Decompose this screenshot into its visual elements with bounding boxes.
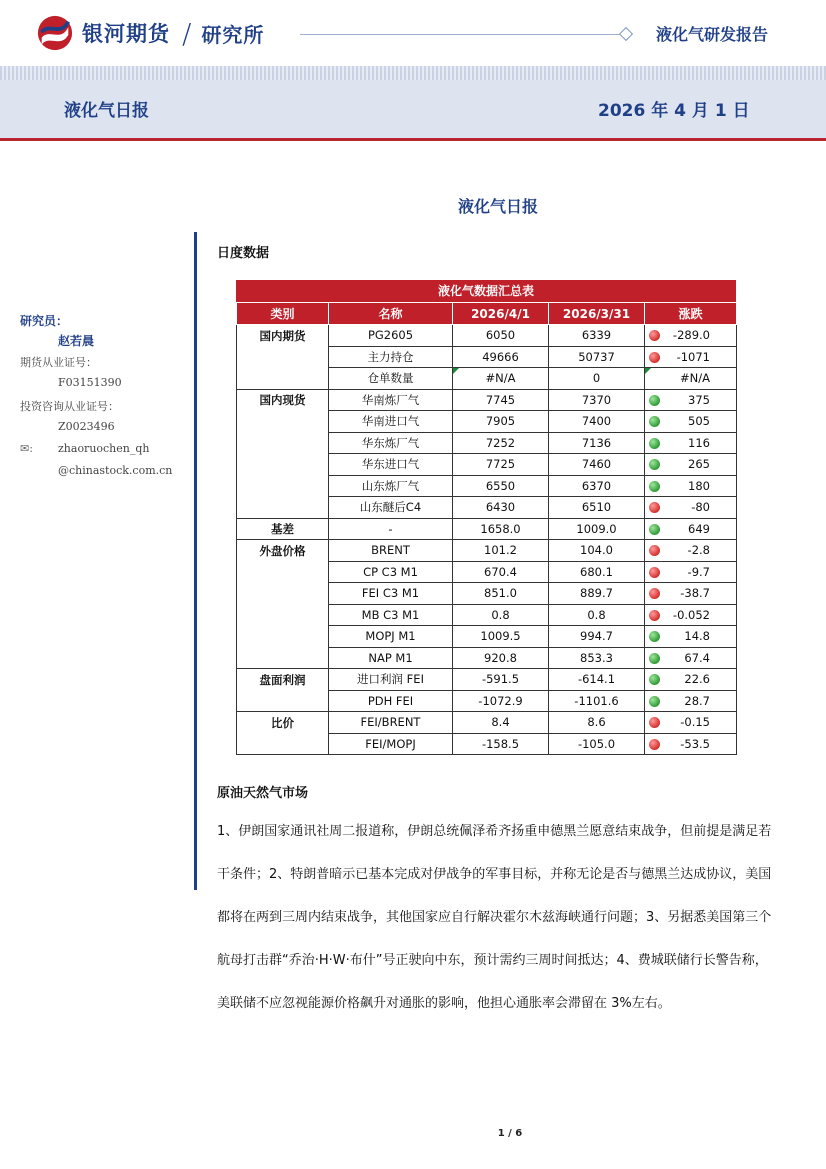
page-header bbox=[0, 0, 826, 66]
header-category: 类别 bbox=[237, 303, 329, 325]
cell-value-date2-text: 7400 bbox=[581, 414, 612, 429]
cell-change-text: 265 bbox=[688, 457, 710, 472]
cell-value-date2-text: 104.0 bbox=[580, 543, 613, 558]
down-indicator-icon bbox=[649, 610, 660, 621]
invest-cert-label: 投资咨询从业证号： bbox=[20, 400, 119, 413]
table-row bbox=[237, 497, 737, 519]
cell-change bbox=[645, 411, 737, 433]
header-divider-line bbox=[300, 34, 625, 35]
cell-value-date1 bbox=[453, 583, 549, 605]
up-indicator-icon bbox=[649, 524, 660, 535]
cell-value-date1 bbox=[453, 540, 549, 562]
cell-value-date2-text: -1101.6 bbox=[574, 693, 619, 708]
cell-category-text: 国内期货 bbox=[259, 328, 306, 343]
company-name: 银河期货 bbox=[82, 22, 170, 46]
cell-name-text: BRENT bbox=[371, 543, 410, 558]
cell-name-text: MB C3 M1 bbox=[361, 607, 420, 622]
table-row bbox=[237, 454, 737, 476]
cell-category bbox=[237, 454, 329, 476]
cell-value-date2-text: 6510 bbox=[581, 500, 612, 515]
cell-value-date1 bbox=[453, 647, 549, 669]
cell-change bbox=[645, 475, 737, 497]
table-row bbox=[237, 346, 737, 368]
cell-category-text: 外盘价格 bbox=[259, 543, 306, 558]
cell-value-date1 bbox=[453, 626, 549, 648]
cell-value-date1-text: 920.8 bbox=[484, 650, 517, 665]
cell-value-date2 bbox=[549, 518, 645, 540]
cell-value-date2 bbox=[549, 325, 645, 347]
table-row bbox=[237, 669, 737, 691]
cell-name-text: FEI/MOPJ bbox=[365, 736, 416, 751]
cell-value-date2 bbox=[549, 669, 645, 691]
cell-name-text: CP C3 M1 bbox=[363, 564, 418, 579]
cell-value-date1-text: 1658.0 bbox=[480, 521, 521, 536]
cell-category bbox=[237, 325, 329, 347]
cell-change-text: 14.8 bbox=[684, 629, 710, 644]
cell-value-date2 bbox=[549, 475, 645, 497]
cell-value-date2-text: 7136 bbox=[581, 435, 612, 450]
cell-value-date2 bbox=[549, 626, 645, 648]
cell-name-text: 华东进口气 bbox=[361, 457, 420, 472]
cell-category bbox=[237, 368, 329, 390]
table-body bbox=[237, 325, 737, 755]
cell-name bbox=[329, 346, 453, 368]
cell-change bbox=[645, 454, 737, 476]
cell-value-date1-text: 7725 bbox=[485, 457, 516, 472]
cell-value-date2 bbox=[549, 454, 645, 476]
cell-category bbox=[237, 475, 329, 497]
cell-name-text: 主力持仓 bbox=[367, 349, 414, 364]
cell-name-text: 华南进口气 bbox=[361, 414, 420, 429]
cell-change-text: 649 bbox=[688, 521, 710, 536]
cell-change-text: -9.7 bbox=[687, 564, 710, 579]
cell-value-date1 bbox=[453, 518, 549, 540]
researcher-name: 赵若晨 bbox=[58, 334, 95, 348]
cell-change bbox=[645, 561, 737, 583]
table-row bbox=[237, 561, 737, 583]
department-name: 研究所 bbox=[201, 22, 265, 47]
cell-change-text: 28.7 bbox=[684, 693, 710, 708]
up-indicator-icon bbox=[649, 481, 660, 492]
cell-name bbox=[329, 690, 453, 712]
up-indicator-icon bbox=[649, 631, 660, 642]
cell-value-date2-text: 0 bbox=[592, 371, 601, 386]
cell-value-date2 bbox=[549, 583, 645, 605]
cell-value-date1 bbox=[453, 411, 549, 433]
table-row bbox=[237, 583, 737, 605]
diamond-icon bbox=[619, 27, 633, 41]
cell-name bbox=[329, 561, 453, 583]
down-indicator-icon bbox=[649, 739, 660, 750]
logo-icon bbox=[36, 14, 74, 52]
cell-name-text: MOPJ M1 bbox=[365, 629, 416, 644]
cell-change bbox=[645, 325, 737, 347]
down-indicator-icon bbox=[649, 352, 660, 363]
error-flag-icon bbox=[453, 368, 459, 374]
cell-change-text: #N/A bbox=[680, 371, 710, 386]
cell-value-date1 bbox=[453, 432, 549, 454]
cell-name-text: - bbox=[388, 521, 393, 536]
cell-value-date2 bbox=[549, 346, 645, 368]
cell-value-date2 bbox=[549, 647, 645, 669]
cell-category bbox=[237, 647, 329, 669]
cell-name bbox=[329, 432, 453, 454]
page-number: 1 / 6 bbox=[497, 1128, 523, 1139]
cell-value-date2 bbox=[549, 540, 645, 562]
cell-value-date1 bbox=[453, 497, 549, 519]
header-stripe bbox=[0, 66, 826, 80]
cell-value-date2 bbox=[549, 411, 645, 433]
cell-value-date2-text: 680.1 bbox=[580, 564, 613, 579]
down-indicator-icon bbox=[649, 588, 660, 599]
cell-name bbox=[329, 368, 453, 390]
table-row bbox=[237, 604, 737, 626]
futures-cert-label: 期货从业证号： bbox=[20, 356, 97, 369]
cell-value-date2-text: 0.8 bbox=[587, 607, 606, 622]
cell-value-date2 bbox=[549, 712, 645, 734]
cell-name bbox=[329, 647, 453, 669]
error-flag-icon bbox=[645, 368, 651, 374]
cell-value-date1-text: 7252 bbox=[485, 435, 516, 450]
cell-value-date2 bbox=[549, 604, 645, 626]
futures-cert: F03151390 bbox=[58, 376, 122, 389]
table-row bbox=[237, 411, 737, 433]
mail-icon: ✉: bbox=[20, 442, 33, 455]
cell-name-text: NAP M1 bbox=[368, 650, 413, 665]
cell-category bbox=[237, 733, 329, 755]
up-indicator-icon bbox=[649, 653, 660, 664]
cell-category bbox=[237, 497, 329, 519]
cell-category bbox=[237, 540, 329, 562]
cell-change-text: -80 bbox=[691, 500, 710, 515]
cell-change bbox=[645, 368, 737, 390]
cell-value-date2-text: 994.7 bbox=[580, 629, 613, 644]
table-row bbox=[237, 647, 737, 669]
researcher-label: 研究员： bbox=[20, 314, 69, 328]
cell-value-date2-text: 853.3 bbox=[580, 650, 613, 665]
cell-name bbox=[329, 389, 453, 411]
cell-change-text: -53.5 bbox=[680, 736, 710, 751]
cell-change-text: -0.052 bbox=[672, 607, 710, 622]
table-row bbox=[237, 540, 737, 562]
cell-name-text: FEI C3 M1 bbox=[361, 586, 420, 601]
cell-change bbox=[645, 604, 737, 626]
down-indicator-icon bbox=[649, 545, 660, 556]
cell-change bbox=[645, 346, 737, 368]
header-date2: 2026/3/31 bbox=[549, 303, 645, 325]
cell-name-text: FEI/BRENT bbox=[360, 715, 421, 730]
cell-value-date2 bbox=[549, 389, 645, 411]
cell-value-date1-text: 0.8 bbox=[491, 607, 510, 622]
cell-name-text: 仓单数量 bbox=[367, 371, 414, 386]
cell-value-date1-text: 101.2 bbox=[484, 543, 517, 558]
down-indicator-icon bbox=[649, 502, 660, 513]
cell-change bbox=[645, 432, 737, 454]
data-table bbox=[236, 302, 737, 755]
cell-value-date1 bbox=[453, 690, 549, 712]
down-indicator-icon bbox=[649, 330, 660, 341]
up-indicator-icon bbox=[649, 416, 660, 427]
main-title: 液化气日报 bbox=[457, 197, 538, 216]
cell-value-date1 bbox=[453, 733, 549, 755]
cell-change bbox=[645, 690, 737, 712]
cell-value-date1-text: 670.4 bbox=[484, 564, 517, 579]
cell-value-date2-text: 6339 bbox=[581, 328, 612, 343]
cell-category-text: 比价 bbox=[271, 715, 294, 730]
cell-name bbox=[329, 475, 453, 497]
cell-value-date1-text: 851.0 bbox=[484, 586, 517, 601]
cell-value-date1-text: 7905 bbox=[485, 414, 516, 429]
up-indicator-icon bbox=[649, 438, 660, 449]
report-date: 2026 年 4 月 1 日 bbox=[598, 101, 750, 121]
cell-category bbox=[237, 411, 329, 433]
lpg-summary-table bbox=[236, 280, 736, 755]
cell-value-date2 bbox=[549, 733, 645, 755]
cell-value-date1-text: 1009.5 bbox=[480, 629, 521, 644]
cell-change bbox=[645, 733, 737, 755]
cell-change bbox=[645, 497, 737, 519]
cell-category bbox=[237, 626, 329, 648]
cell-change-text: 67.4 bbox=[684, 650, 710, 665]
cell-value-date2-text: 6370 bbox=[581, 478, 612, 493]
cell-change-text: 505 bbox=[688, 414, 710, 429]
cell-value-date1-text: 49666 bbox=[482, 349, 519, 364]
table-row bbox=[237, 733, 737, 755]
cell-value-date2-text: -614.1 bbox=[577, 672, 616, 687]
cell-value-date1-text: 7745 bbox=[485, 392, 516, 407]
cell-value-date1 bbox=[453, 712, 549, 734]
cell-value-date1 bbox=[453, 561, 549, 583]
cell-change-text: 375 bbox=[688, 392, 710, 407]
table-row bbox=[237, 325, 737, 347]
cell-value-date2 bbox=[549, 432, 645, 454]
cell-value-date1-text: -1072.9 bbox=[478, 693, 523, 708]
cell-category bbox=[237, 690, 329, 712]
table-row bbox=[237, 626, 737, 648]
cell-name-text: 华东炼厂气 bbox=[361, 435, 420, 450]
cell-name bbox=[329, 604, 453, 626]
table-row bbox=[237, 712, 737, 734]
section-crude-gas-title: 原油天然气市场 bbox=[217, 786, 309, 801]
cell-category bbox=[237, 669, 329, 691]
cell-name-text: 山东醚后C4 bbox=[359, 500, 422, 515]
cell-value-date1-text: 6050 bbox=[485, 328, 516, 343]
cell-name bbox=[329, 518, 453, 540]
cell-change-text: -2.8 bbox=[687, 543, 710, 558]
cell-category bbox=[237, 389, 329, 411]
cell-value-date1-text: #N/A bbox=[485, 371, 516, 386]
cell-name bbox=[329, 626, 453, 648]
table-row bbox=[237, 368, 737, 390]
down-indicator-icon bbox=[649, 567, 660, 578]
invest-cert: Z0023496 bbox=[58, 420, 115, 433]
cell-value-date1 bbox=[453, 669, 549, 691]
cell-category bbox=[237, 712, 329, 734]
cell-change bbox=[645, 626, 737, 648]
email-line2[interactable]: @chinastock.com.cn bbox=[58, 464, 173, 477]
cell-name-text: 华南炼厂气 bbox=[361, 392, 420, 407]
market-news-paragraph: 1、伊朗国家通讯社周二报道称，伊朗总统佩泽希齐扬重申德黑兰愿意结束战争，但前提是满足若干条件；2、特朗普暗示已基本完成对伊战争的军事目标，并称无论是否与德黑兰达成协议，美国都将在两到三周内结束战争，其他国家应自行解决霍尔木兹海峡通行问题；3、另据悉美国第三个航母打击群“乔治·H·W·布什”号正驶向中东，预计需约三周时间抵达；4、费城联储行长警告称，美联储不应忽视能源价格飙升对通胀的影响，他担心通胀率会滞留在 3%左右。 bbox=[217, 824, 772, 1011]
table-row bbox=[237, 518, 737, 540]
cell-value-date2-text: 7460 bbox=[581, 457, 612, 472]
header-name: 名称 bbox=[329, 303, 453, 325]
cell-name bbox=[329, 540, 453, 562]
cell-change-text: -1071 bbox=[676, 349, 710, 364]
cell-change bbox=[645, 583, 737, 605]
cell-category-text: 基差 bbox=[271, 521, 294, 536]
cell-value-date2 bbox=[549, 368, 645, 390]
cell-change-text: 180 bbox=[688, 478, 710, 493]
company-logo bbox=[36, 14, 264, 52]
cell-change-text: 22.6 bbox=[684, 672, 710, 687]
cell-name bbox=[329, 712, 453, 734]
table-title: 液化气数据汇总表 bbox=[236, 280, 736, 302]
cell-category bbox=[237, 518, 329, 540]
cell-value-date1 bbox=[453, 346, 549, 368]
cell-value-date1-text: 6430 bbox=[485, 500, 516, 515]
cell-value-date2-text: 1009.0 bbox=[576, 521, 617, 536]
cell-value-date1 bbox=[453, 475, 549, 497]
cell-name-text: PG2605 bbox=[367, 328, 414, 343]
cell-change bbox=[645, 389, 737, 411]
down-indicator-icon bbox=[649, 717, 660, 728]
cell-value-date1-text: -158.5 bbox=[481, 736, 520, 751]
cell-value-date1-text: 6550 bbox=[485, 478, 516, 493]
cell-value-date2 bbox=[549, 561, 645, 583]
cell-name bbox=[329, 325, 453, 347]
cell-category bbox=[237, 346, 329, 368]
cell-name-text: PDH FEI bbox=[367, 693, 414, 708]
header-red-rule bbox=[0, 138, 826, 141]
band-title: 液化气日报 bbox=[64, 101, 149, 121]
cell-change bbox=[645, 518, 737, 540]
logo-divider: / bbox=[182, 16, 192, 50]
cell-value-date2-text: -105.0 bbox=[577, 736, 616, 751]
cell-value-date2-text: 7370 bbox=[581, 392, 612, 407]
cell-name bbox=[329, 583, 453, 605]
table-row bbox=[237, 690, 737, 712]
cell-value-date1-text: -591.5 bbox=[481, 672, 520, 687]
cell-value-date1 bbox=[453, 389, 549, 411]
cell-name-text: 山东炼厂气 bbox=[361, 478, 420, 493]
cell-change-text: -38.7 bbox=[680, 586, 710, 601]
up-indicator-icon bbox=[649, 395, 660, 406]
cell-name-text: 进口利润 FEI bbox=[357, 672, 424, 687]
table-row bbox=[237, 389, 737, 411]
cell-category-text: 国内现货 bbox=[259, 393, 306, 407]
sidebar-divider bbox=[194, 232, 197, 890]
cell-name bbox=[329, 497, 453, 519]
analyst-sidebar bbox=[20, 312, 172, 486]
cell-name bbox=[329, 411, 453, 433]
cell-value-date1 bbox=[453, 454, 549, 476]
cell-name bbox=[329, 733, 453, 755]
cell-change-text: 116 bbox=[688, 435, 710, 450]
section-daily-data-title: 日度数据 bbox=[217, 246, 270, 261]
up-indicator-icon bbox=[649, 674, 660, 685]
cell-value-date2 bbox=[549, 690, 645, 712]
cell-category bbox=[237, 583, 329, 605]
cell-value-date2-text: 8.6 bbox=[587, 715, 606, 730]
cell-name bbox=[329, 454, 453, 476]
cell-change bbox=[645, 647, 737, 669]
email-line1[interactable]: zhaoruochen_qh bbox=[58, 442, 150, 455]
email-row bbox=[20, 442, 172, 464]
cell-value-date2-text: 889.7 bbox=[580, 586, 613, 601]
table-row bbox=[237, 475, 737, 497]
cell-category-text: 盘面利润 bbox=[259, 672, 306, 687]
cell-value-date1 bbox=[453, 604, 549, 626]
up-indicator-icon bbox=[649, 696, 660, 707]
up-indicator-icon bbox=[649, 459, 660, 470]
cell-change-text: -289.0 bbox=[672, 328, 710, 343]
cell-change bbox=[645, 540, 737, 562]
cell-change-text: -0.15 bbox=[680, 715, 710, 730]
cell-value-date1 bbox=[453, 368, 549, 390]
report-type: 液化气研发报告 bbox=[656, 25, 769, 44]
cell-category bbox=[237, 561, 329, 583]
cell-name bbox=[329, 669, 453, 691]
cell-value-date1 bbox=[453, 325, 549, 347]
cell-category bbox=[237, 432, 329, 454]
header-date1: 2026/4/1 bbox=[453, 303, 549, 325]
cell-value-date2-text: 50737 bbox=[578, 349, 615, 364]
cell-category bbox=[237, 604, 329, 626]
cell-change bbox=[645, 712, 737, 734]
table-row bbox=[237, 432, 737, 454]
cell-change bbox=[645, 669, 737, 691]
header-change: 涨跌 bbox=[645, 303, 737, 325]
cell-value-date2 bbox=[549, 497, 645, 519]
table-header-row bbox=[237, 303, 737, 325]
cell-value-date1-text: 8.4 bbox=[491, 715, 510, 730]
